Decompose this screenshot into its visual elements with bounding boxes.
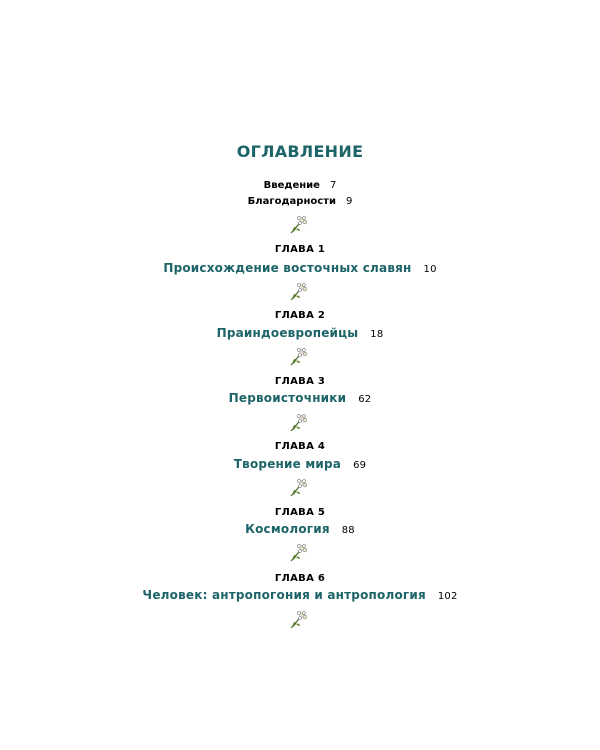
page-number: 7 — [329, 180, 337, 191]
page-number: 9 — [345, 196, 353, 207]
flower-ornament-icon — [288, 215, 310, 235]
flower-ornament-icon — [288, 413, 310, 433]
toc-entry-acknowledgements[interactable] — [0, 194, 600, 210]
toc-entry-chapter-1[interactable] — [0, 261, 600, 275]
chapter-title: Творение мира — [233, 457, 342, 471]
chapter-title: Первоисточники — [228, 391, 347, 405]
page-number: 18 — [370, 329, 384, 340]
entry-label: Благодарности — [247, 196, 336, 207]
chapter-title: Человек: антропогония и антропология — [142, 588, 426, 602]
page-number: 102 — [437, 591, 458, 602]
chapter-label: ГЛАВА 6 — [274, 573, 326, 584]
toc-entry-chapter-6[interactable] — [0, 588, 600, 602]
toc-entry-chapter-2[interactable] — [0, 326, 600, 340]
toc-entry-chapter-4[interactable] — [0, 457, 600, 471]
flower-ornament-icon — [288, 610, 310, 630]
toc-entry-chapter-3[interactable] — [0, 391, 600, 405]
chapter-label: ГЛАВА 5 — [274, 507, 326, 518]
page-number: 69 — [353, 460, 367, 471]
page-title: ОГЛАВЛЕНИЕ — [236, 142, 364, 161]
chapter-title: Происхождение восточных славян — [163, 261, 412, 275]
flower-ornament-icon — [288, 282, 310, 302]
toc-entry-chapter-5[interactable] — [0, 522, 600, 536]
flower-ornament-icon — [288, 478, 310, 498]
page-number: 10 — [423, 264, 437, 275]
chapter-label: ГЛАВА 2 — [274, 310, 326, 321]
flower-ornament-icon — [288, 347, 310, 367]
chapter-title: Праиндоевропейцы — [216, 326, 359, 340]
chapter-label: ГЛАВА 1 — [274, 244, 326, 255]
page-number: 62 — [358, 394, 372, 405]
page-number: 88 — [341, 525, 355, 536]
flower-ornament-icon — [288, 543, 310, 563]
chapter-label: ГЛАВА 3 — [274, 376, 326, 387]
chapter-title: Космология — [245, 522, 330, 536]
chapter-label: ГЛАВА 4 — [274, 441, 326, 452]
toc-entry-introduction[interactable] — [0, 178, 600, 194]
entry-label: Введение — [263, 180, 320, 191]
